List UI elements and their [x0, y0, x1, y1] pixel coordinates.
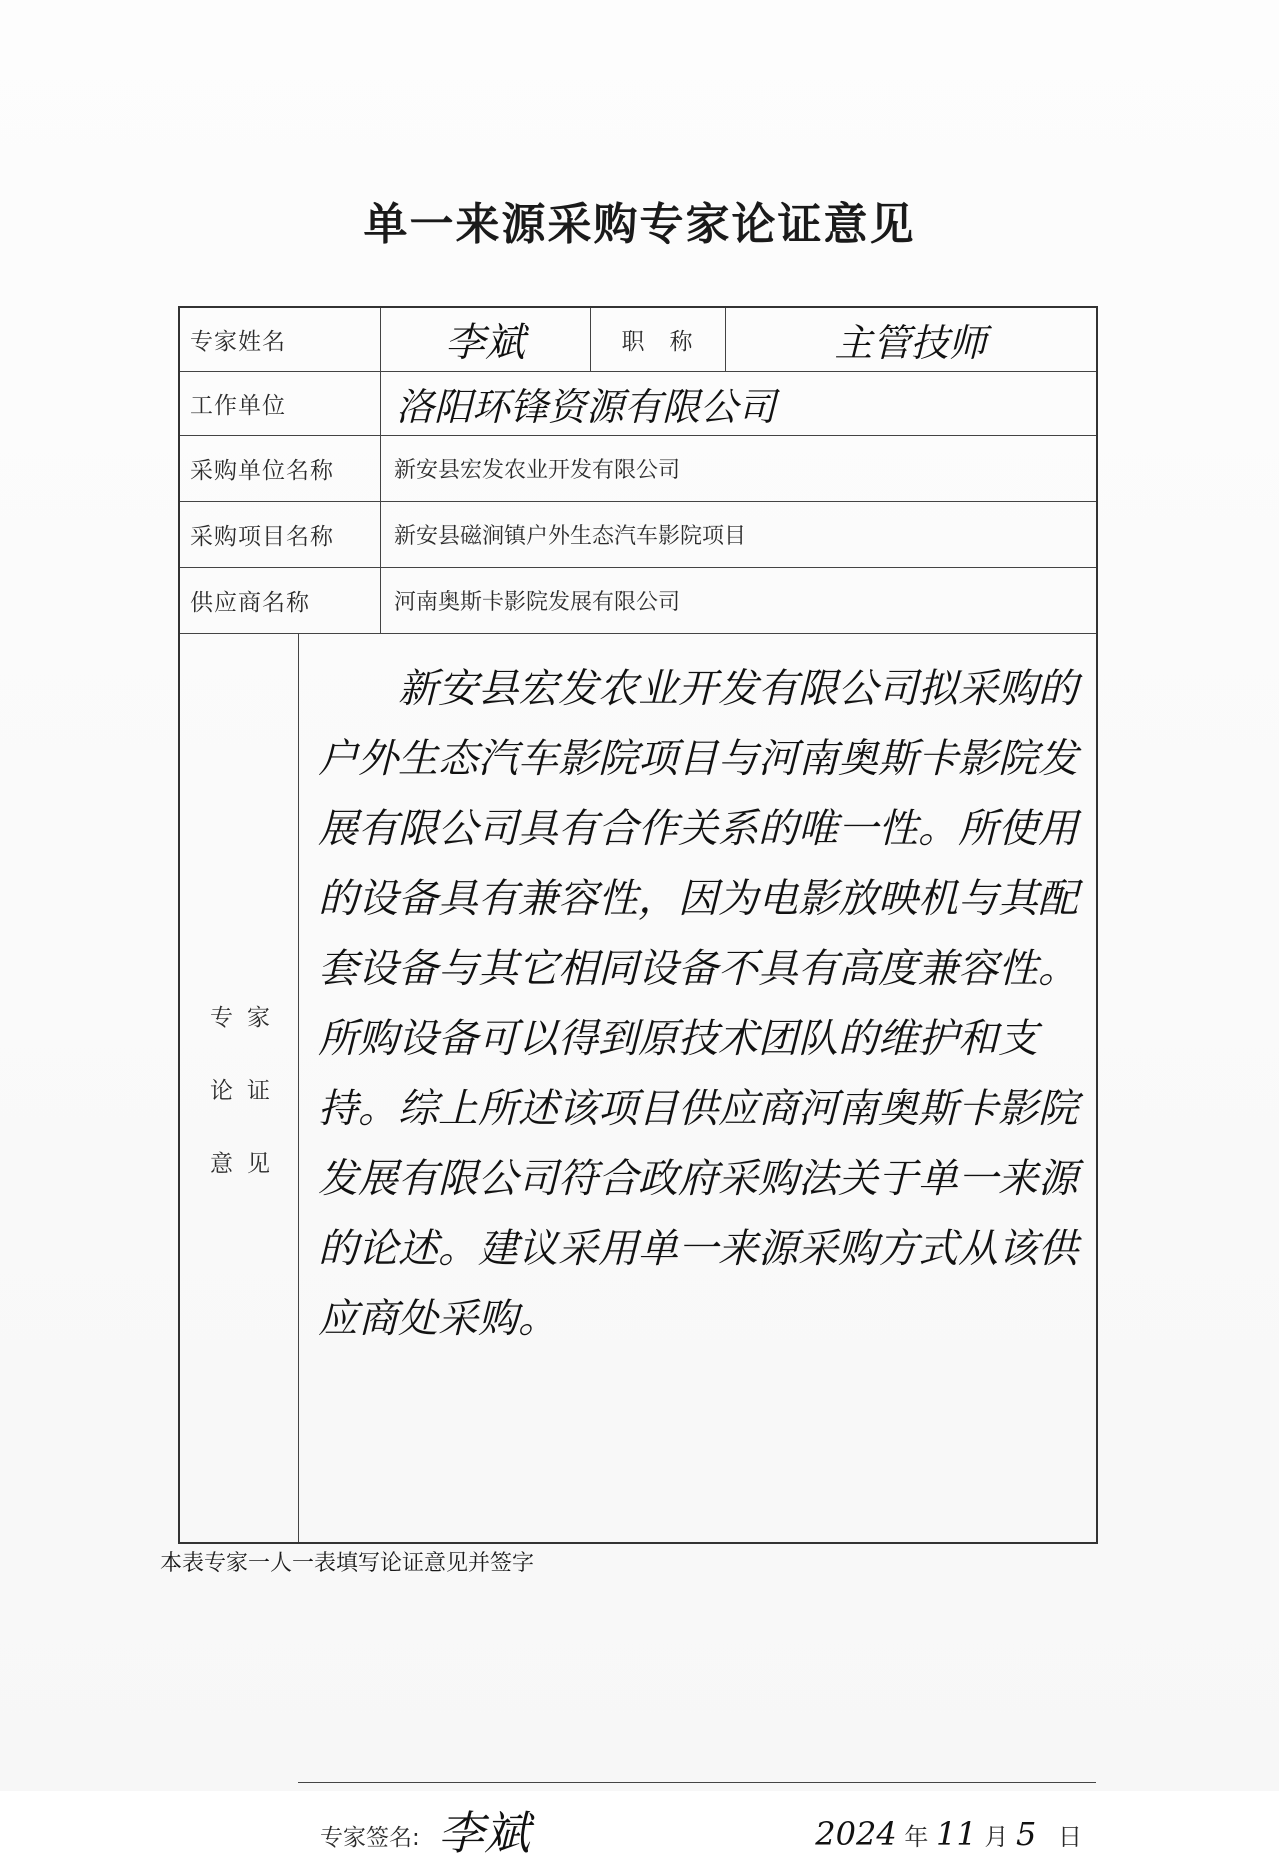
work-unit-value: 洛阳环锋资源有限公司	[396, 385, 777, 429]
date-year-unit: 年	[904, 1823, 929, 1851]
supplier-value: 河南奥斯卡影院发展有限公司	[394, 590, 681, 615]
date-month: 11	[936, 1815, 977, 1853]
row-expert-name	[180, 308, 1096, 372]
purchaser-value: 新安县宏发农业开发有限公司	[394, 458, 681, 483]
signature-label: 专家签名:	[320, 1825, 420, 1851]
expert-name-value: 李斌	[445, 320, 525, 366]
opinion-handwritten-text: 新安县宏发农业开发有限公司拟采购的户外生态汽车影院项目与河南奥斯卡影院发展有限公司具有合作关系的唯一性。所使用的设备具有兼容性，因为电影放映机与其配套设备与其它相同设备不具有高度兼容性。所购设备可以得到原技术团队的维护和支持。综上所述该项目供应商河南奥斯卡影院发展有限公司符合政府采购法关于单一来源的论述。建议采用单一来源采购方式从该供应商处采购。	[318, 666, 1078, 1342]
purchaser-label: 采购单位名称	[190, 458, 334, 484]
form-footnote: 本表专家一人一表填写论证意见并签字	[160, 1551, 535, 1576]
date-year: 2024	[815, 1815, 897, 1853]
position-value: 主管技师	[834, 321, 987, 365]
expert-signature: 李斌	[438, 1806, 530, 1860]
row-supplier	[180, 568, 1096, 634]
opinion-label	[180, 634, 314, 1542]
expert-name-label: 专家姓名	[190, 329, 286, 355]
document-title: 单一来源采购专家论证意见	[363, 199, 916, 250]
signature-date	[815, 1815, 1082, 1853]
date-month-unit: 月	[984, 1823, 1009, 1851]
project-value: 新安县磁涧镇户外生态汽车影院项目	[394, 524, 747, 549]
signature-row	[298, 1782, 1096, 1873]
position-label: 职 称	[621, 329, 694, 355]
opinion-label-line-2: 论证	[210, 1077, 284, 1104]
date-day-unit: 日	[1058, 1823, 1082, 1851]
row-purchaser	[180, 436, 1096, 502]
work-unit-label: 工作单位	[190, 393, 286, 419]
opinion-label-line-3: 意见	[210, 1150, 284, 1177]
date-day: 5	[1016, 1815, 1037, 1853]
supplier-label: 供应商名称	[190, 590, 310, 616]
row-work-unit	[180, 372, 1096, 436]
project-label: 采购项目名称	[190, 524, 334, 550]
row-project	[180, 502, 1096, 568]
opinion-label-line-1: 专家	[210, 1004, 284, 1031]
